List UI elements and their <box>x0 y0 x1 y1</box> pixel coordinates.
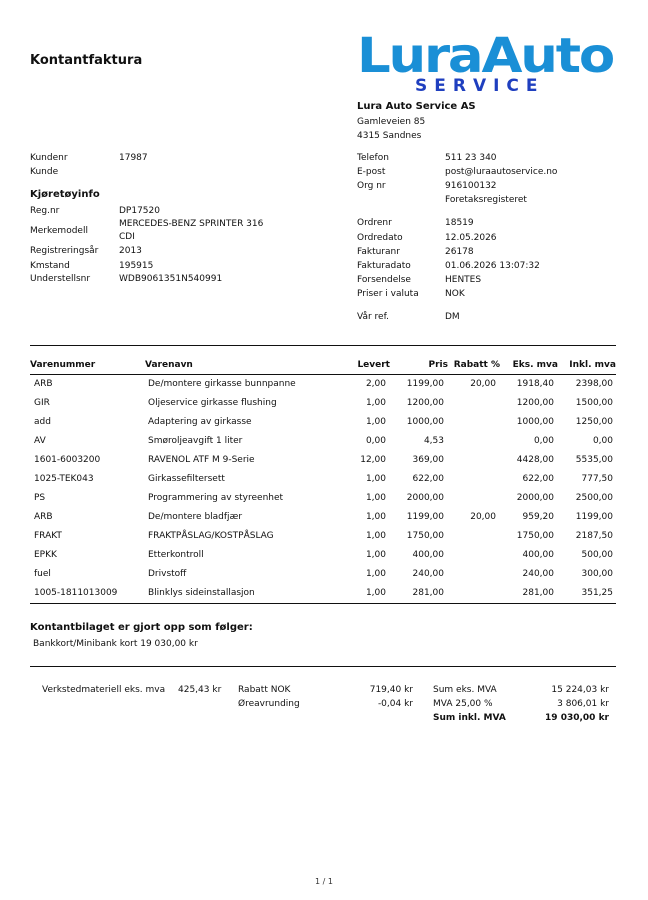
table-row <box>30 527 616 546</box>
cell-discount: 20,00 <box>470 512 496 522</box>
totals-top-rule <box>30 666 616 667</box>
cell-price: 1200,00 <box>406 398 444 408</box>
table-row <box>30 489 616 508</box>
table-row <box>30 470 616 489</box>
cell-price: 1199,00 <box>406 512 444 522</box>
year-label: Registreringsår <box>30 246 99 256</box>
cell-delivered: 1,00 <box>365 531 386 541</box>
customer-label: Kunde <box>30 167 59 177</box>
org-label: Org nr <box>357 181 386 191</box>
cell-delivered: 12,00 <box>360 455 386 465</box>
cell-inc-vat: 0,00 <box>592 436 613 446</box>
cell-item-name: Smøroljeavgift 1 liter <box>148 436 243 446</box>
cell-delivered: 1,00 <box>365 569 386 579</box>
rounding-value: -0,04 kr <box>377 699 413 709</box>
cell-inc-vat: 1500,00 <box>575 398 613 408</box>
col-header-discount: Rabatt % <box>453 360 500 370</box>
cell-ex-vat: 1000,00 <box>516 417 554 427</box>
sum-inc-vat-value: 19 030,00 kr <box>545 713 609 723</box>
cell-price: 1000,00 <box>406 417 444 427</box>
cell-item-name: FRAKTPÅSLAG/KOSTPÅSLAG <box>148 531 274 541</box>
cell-item-number: FRAKT <box>34 531 62 541</box>
page-number: 1 / 1 <box>315 877 333 886</box>
order-date-label: Ordredato <box>357 233 403 243</box>
discount-value: 719,40 kr <box>369 685 413 695</box>
cell-inc-vat: 300,00 <box>581 569 613 579</box>
cell-item-number: add <box>34 417 51 427</box>
table-body <box>30 375 616 604</box>
cell-ex-vat: 2000,00 <box>516 493 554 503</box>
regnr-value: DP17520 <box>119 206 160 216</box>
table-row <box>30 565 616 584</box>
col-header-delivered: Levert <box>357 360 390 370</box>
vehicle-section-title: Kjøretøyinfo <box>30 189 100 200</box>
materials-label: Verkstedmateriell eks. mva <box>42 685 166 695</box>
cell-item-name: Oljeservice girkasse flushing <box>148 398 277 408</box>
company-name: Lura Auto Service AS <box>357 101 476 112</box>
chassis-label: Understellsnr <box>30 274 91 284</box>
col-header-item-number: Varenummer <box>30 360 96 370</box>
sum-ex-vat-value: 15 224,03 kr <box>551 685 609 695</box>
col-header-inc-vat: Inkl. mva <box>569 360 616 370</box>
regnr-label: Reg.nr <box>30 206 60 216</box>
cell-price: 2000,00 <box>406 493 444 503</box>
cell-delivered: 1,00 <box>365 512 386 522</box>
cell-inc-vat: 500,00 <box>581 550 613 560</box>
cell-inc-vat: 2500,00 <box>575 493 613 503</box>
logo-text-auto: Auto <box>481 28 601 84</box>
invoice-number: 26178 <box>445 247 474 257</box>
cell-ex-vat: 1750,00 <box>516 531 554 541</box>
lura-auto-service-logo <box>357 28 615 94</box>
cell-ex-vat: 400,00 <box>522 550 554 560</box>
table-header <box>30 356 616 375</box>
cell-price: 240,00 <box>412 569 444 579</box>
cell-item-number: EPKK <box>34 550 57 560</box>
invoice-date: 01.06.2026 13:07:32 <box>445 261 540 271</box>
col-header-ex-vat: Eks. mva <box>512 360 558 370</box>
cell-price: 4,53 <box>423 436 444 446</box>
col-header-price: Pris <box>428 360 448 370</box>
sum-ex-vat-label: Sum eks. MVA <box>433 685 497 695</box>
cell-delivered: 1,00 <box>365 417 386 427</box>
cell-ex-vat: 959,20 <box>522 512 554 522</box>
cell-item-number: GIR <box>34 398 50 408</box>
model-value-line1: MERCEDES-BENZ SPRINTER 316 <box>119 219 264 229</box>
cell-item-name: RAVENOL ATF M 9-Serie <box>148 455 255 465</box>
cell-item-name: Drivstoff <box>148 569 187 579</box>
cell-inc-vat: 2187,50 <box>575 531 613 541</box>
invoice-number-label: Fakturanr <box>357 247 400 257</box>
org-registry: Foretaksregisteret <box>445 195 527 205</box>
cell-item-number: ARB <box>34 512 53 522</box>
col-header-item-name: Varenavn <box>145 360 193 370</box>
logo-subtext: SERVICE <box>415 76 545 94</box>
cell-delivered: 1,00 <box>365 550 386 560</box>
cell-ex-vat: 281,00 <box>522 588 554 598</box>
shipping-label: Forsendelse <box>357 275 411 285</box>
cell-price: 1750,00 <box>406 531 444 541</box>
cell-item-number: 1005-1811013009 <box>34 588 118 598</box>
reference-label: Vår ref. <box>357 312 389 322</box>
cell-inc-vat: 1199,00 <box>575 512 613 522</box>
cell-delivered: 1,00 <box>365 474 386 484</box>
email-label: E-post <box>357 167 386 177</box>
customer-number: 17987 <box>119 153 148 163</box>
table-row <box>30 394 616 413</box>
cell-item-name: De/montere girkasse bunnpanne <box>148 379 296 389</box>
order-number: 18519 <box>445 218 474 228</box>
discount-label: Rabatt NOK <box>238 685 291 695</box>
cell-item-name: Girkassefiltersett <box>148 474 225 484</box>
cell-item-number: AV <box>34 436 46 446</box>
reference-value: DM <box>445 312 460 322</box>
invoice-date-label: Fakturadato <box>357 261 411 271</box>
cell-discount: 20,00 <box>470 379 496 389</box>
shipping-value: HENTES <box>445 275 482 285</box>
cell-price: 1199,00 <box>406 379 444 389</box>
currency-label: Priser i valuta <box>357 289 419 299</box>
cell-item-number: 1025-TEK043 <box>34 474 94 484</box>
model-label: Merkemodell <box>30 226 88 236</box>
cell-inc-vat: 777,50 <box>581 474 613 484</box>
cell-item-number: 1601-6003200 <box>34 455 101 465</box>
order-date: 12.05.2026 <box>445 233 497 243</box>
cell-item-number: PS <box>34 493 46 503</box>
phone-label: Telefon <box>357 153 389 163</box>
cell-inc-vat: 2398,00 <box>575 379 613 389</box>
table-row <box>30 546 616 565</box>
table-top-rule <box>30 345 616 346</box>
order-number-label: Ordrenr <box>357 218 392 228</box>
cell-ex-vat: 622,00 <box>522 474 554 484</box>
logo-text-lura: Lura <box>357 28 470 84</box>
km-value: 195915 <box>119 261 154 271</box>
cell-price: 400,00 <box>412 550 444 560</box>
cell-delivered: 2,00 <box>365 379 386 389</box>
cell-item-name: Etterkontroll <box>148 550 204 560</box>
table-row <box>30 508 616 527</box>
cell-inc-vat: 351,25 <box>581 588 613 598</box>
cell-delivered: 1,00 <box>365 588 386 598</box>
cell-ex-vat: 240,00 <box>522 569 554 579</box>
cell-price: 281,00 <box>412 588 444 598</box>
email-value: post@luraautoservice.no <box>445 167 558 177</box>
cell-item-name: De/montere bladfjær <box>148 512 243 522</box>
invoice-lines-table <box>30 356 616 604</box>
year-value: 2013 <box>119 246 142 256</box>
document-title: Kontantfaktura <box>30 53 143 68</box>
customer-number-label: Kundenr <box>30 153 68 163</box>
sum-inc-vat-label: Sum inkl. MVA <box>433 713 506 723</box>
rounding-label: Øreavrunding <box>238 699 300 709</box>
cell-delivered: 1,00 <box>365 398 386 408</box>
cell-price: 369,00 <box>412 455 444 465</box>
currency-value: NOK <box>445 289 465 299</box>
phone-value: 511 23 340 <box>445 153 497 163</box>
table-row <box>30 432 616 451</box>
table-row <box>30 584 616 604</box>
cell-inc-vat: 5535,00 <box>575 455 613 465</box>
company-logo <box>357 28 615 94</box>
vat-label: MVA 25,00 % <box>433 699 493 709</box>
payment-title: Kontantbilaget er gjort opp som følger: <box>30 622 253 633</box>
cell-item-name: Blinklys sideinstallasjon <box>148 588 255 598</box>
cell-ex-vat: 4428,00 <box>516 455 554 465</box>
table-row <box>30 413 616 432</box>
cell-item-number: ARB <box>34 379 53 389</box>
org-value: 916100132 <box>445 181 497 191</box>
cell-ex-vat: 0,00 <box>533 436 554 446</box>
cell-inc-vat: 1250,00 <box>575 417 613 427</box>
company-address-1: Gamleveien 85 <box>357 117 426 127</box>
cell-item-number: fuel <box>34 569 51 579</box>
materials-value: 425,43 kr <box>178 685 222 695</box>
km-label: Kmstand <box>30 261 70 271</box>
payment-line: Bankkort/Minibank kort 19 030,00 kr <box>33 639 198 649</box>
chassis-value: WDB9061351N540991 <box>119 274 223 284</box>
cell-delivered: 1,00 <box>365 493 386 503</box>
vat-value: 3 806,01 kr <box>557 699 609 709</box>
table-row <box>30 375 616 394</box>
cell-ex-vat: 1200,00 <box>516 398 554 408</box>
model-value-line2: CDI <box>119 232 135 242</box>
table-row <box>30 451 616 470</box>
cell-price: 622,00 <box>412 474 444 484</box>
company-address-2: 4315 Sandnes <box>357 131 422 141</box>
cell-delivered: 0,00 <box>365 436 386 446</box>
cell-ex-vat: 1918,40 <box>516 379 554 389</box>
cell-item-name: Adaptering av girkasse <box>148 417 252 427</box>
cell-item-name: Programmering av styreenhet <box>148 493 284 503</box>
